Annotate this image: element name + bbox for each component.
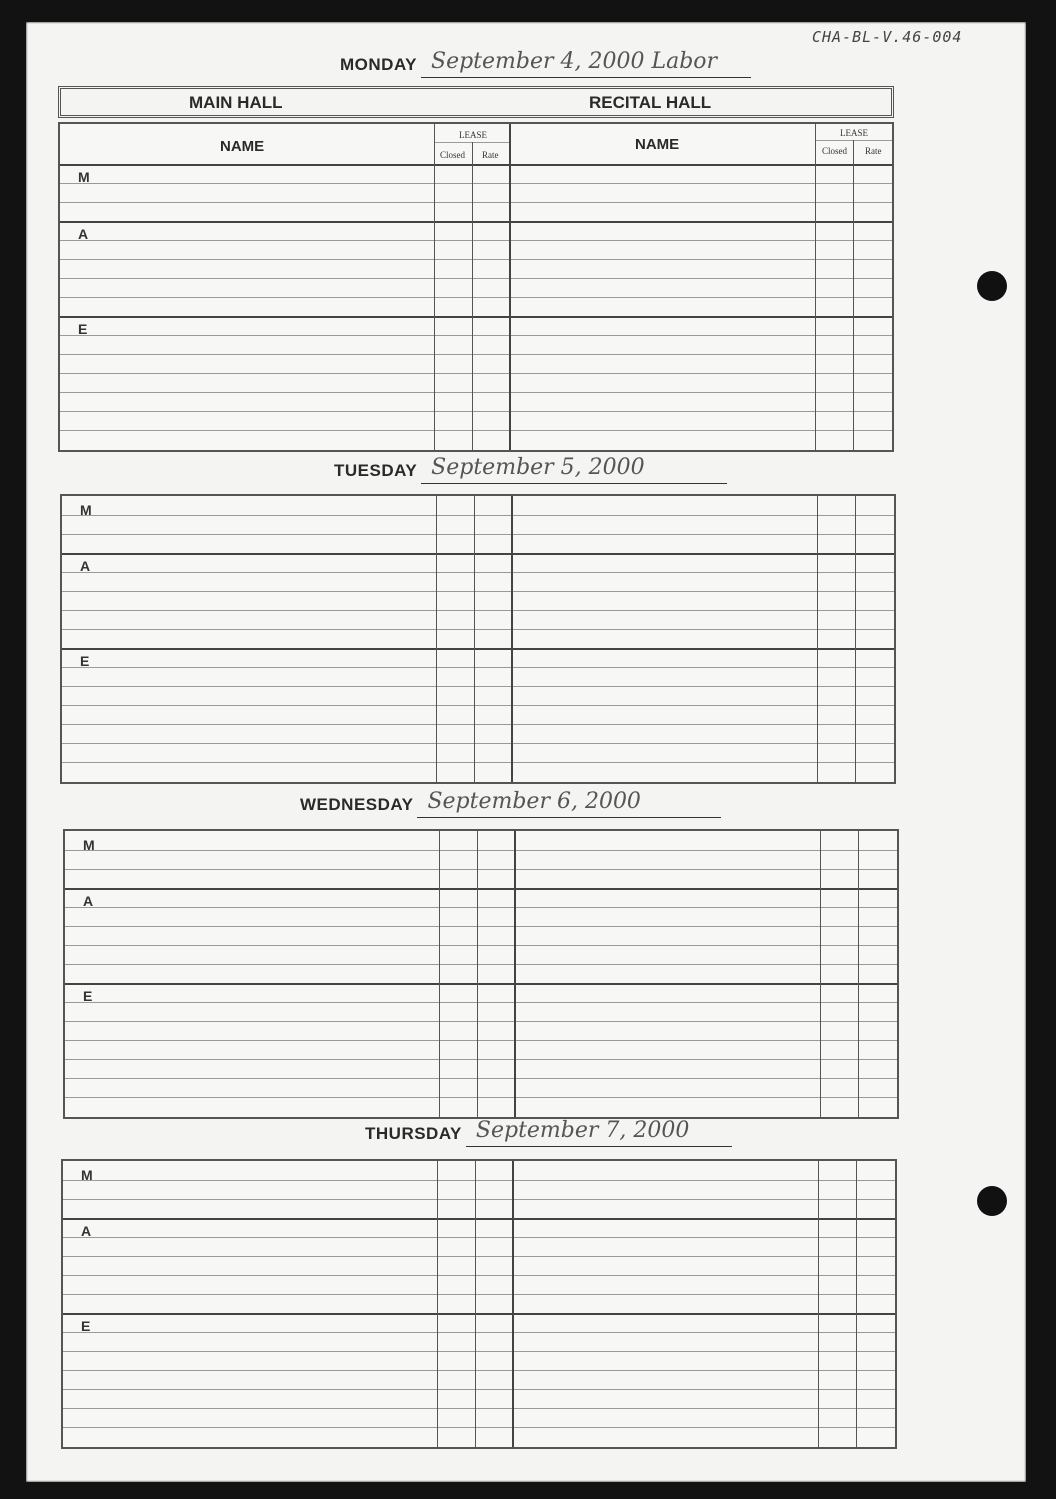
section-label-morning: M [78,169,90,185]
binder-hole-top [977,271,1007,301]
section-label-afternoon: A [78,226,89,242]
day-heading-monday [340,44,751,78]
reference-code: CHA-BL-V.46-004 [812,28,963,46]
recital-hall-label: RECITAL HALL [589,93,712,112]
grid-tuesday [60,494,896,784]
rate-header-left: Rate [482,150,499,160]
name-header-right: NAME [635,136,680,153]
handwritten-date: September 6, 2000 [417,787,721,818]
lease-header-left: LEASE [459,130,487,140]
closed-header-right: Closed [822,146,848,156]
section-label-evening: E [83,988,93,1004]
day-name: TUESDAY [334,461,418,480]
section-label-afternoon: A [81,1223,92,1239]
grid-wednesday [63,829,899,1119]
grid-monday [58,122,894,452]
handwritten-date: September 7, 2000 [466,1116,732,1147]
handwritten-date: September 4, 2000 Labor [421,47,751,78]
name-header-left: NAME [220,138,265,155]
rate-header-right: Rate [865,146,882,156]
day-heading-tuesday [334,450,727,484]
section-label-evening: E [81,1318,91,1334]
day-name: WEDNESDAY [300,795,414,814]
section-label-evening: E [80,653,90,669]
lease-header-right: LEASE [840,128,868,138]
section-label-evening: E [78,321,88,337]
day-name: MONDAY [340,55,417,74]
handwritten-date: September 5, 2000 [421,453,727,484]
closed-header-left: Closed [440,150,466,160]
section-label-morning: M [80,502,92,518]
day-name: THURSDAY [365,1124,462,1143]
hall-header-bar [58,86,894,118]
section-label-morning: M [83,837,95,853]
section-label-afternoon: A [83,893,94,909]
section-label-morning: M [81,1167,93,1183]
day-heading-thursday [365,1113,732,1147]
section-label-afternoon: A [80,558,91,574]
grid-thursday [61,1159,897,1449]
main-hall-label: MAIN HALL [189,93,283,112]
binder-hole-bottom [977,1186,1007,1216]
day-heading-wednesday [300,784,721,818]
